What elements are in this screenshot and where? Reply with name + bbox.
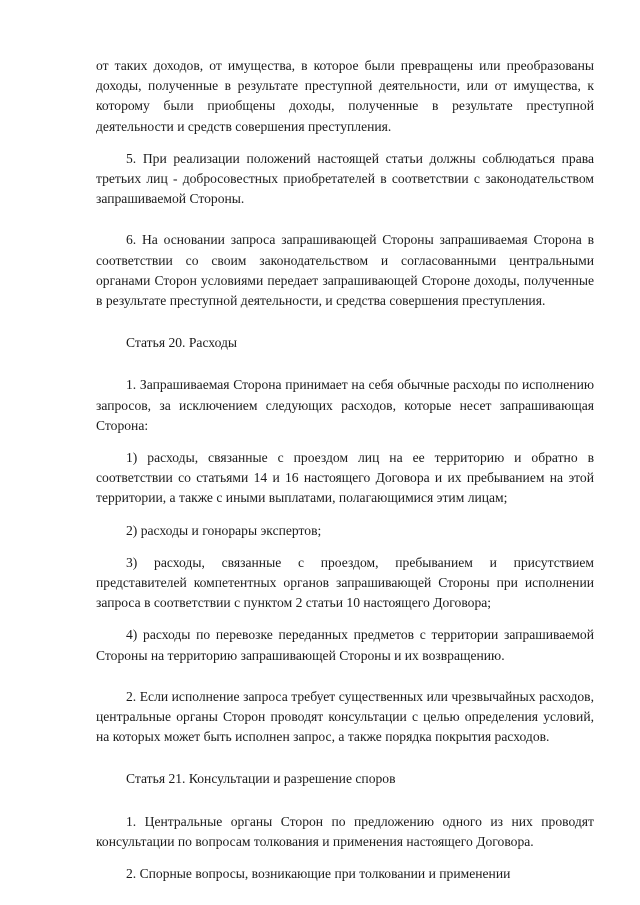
article-20-paragraph-1: 1. Запрашиваемая Сторона принимает на себя обычные расходы по исполнению запросов, за исключением следующих расходов, которые несет запрашивающая Сторона: — [96, 377, 594, 433]
article-20-title: Статья 20. Расходы — [126, 335, 238, 351]
document-page — [96, 56, 594, 884]
continued-paragraph: от таких доходов, от имущества, в которое были превращены или преобразованы доходы, полученные в результате преступной деятельности, или от имущества, к которому были приобщены доходы, полученные в результате преступной деятельности и средств совершения преступления. — [96, 58, 594, 134]
article-20-item-2: 2) расходы и гонорары экспертов; — [126, 522, 322, 538]
article-20-item-3: 3) расходы, связанные с проездом, пребыванием и присутствием представителей компетентных органов запрашивающей Стороны при исполнении запроса в соответствии с пунктом 2 статьи 10 настоящего Договора; — [96, 554, 594, 611]
article-21-title: Статья 21. Консультации и разрешение споров — [126, 771, 396, 787]
paragraph-5: 5. При реализации положений настоящей статьи должны соблюдаться права третьих лиц - добросовестных приобретателей в соответствии с законодательством запрашиваемой Стороны. — [96, 150, 594, 207]
article-20-paragraph-2: 2. Если исполнение запроса требует существенных или чрезвычайных расходов, центральные органы Сторон проводят консультации с целью определения условий, на которых может быть исполнен запрос, а также порядка покрытия расходов. — [96, 688, 594, 745]
article-20-item-1: 1) расходы, связанные с проездом лиц на ее территорию и обратно в соответствии со статьями 14 и 16 настоящего Договора и их пребыванием на этой территории, а также с иными выплатами, полагающимися этим лицам; — [96, 450, 594, 506]
paragraph-6: 6. На основании запроса запрашивающей Стороны запрашиваемая Сторона в соответствии со своим законодательством и согласованными центральными органами Сторон условиями передает запрашивающей Стороне доходы, полученные в результате преступной деятельности, и средства совершения преступления. — [96, 232, 594, 309]
article-20-item-4: 4) расходы по перевозке переданных предметов с территории запрашиваемой Стороны на территорию запрашивающей Стороны и их возвращению. — [96, 627, 594, 663]
article-21-paragraph-1: 1. Центральные органы Сторон по предложению одного из них проводят консультации по вопросам толкования и применения настоящего Договора. — [96, 813, 594, 849]
article-21-paragraph-2: 2. Спорные вопросы, возникающие при толковании и применении — [126, 866, 511, 882]
